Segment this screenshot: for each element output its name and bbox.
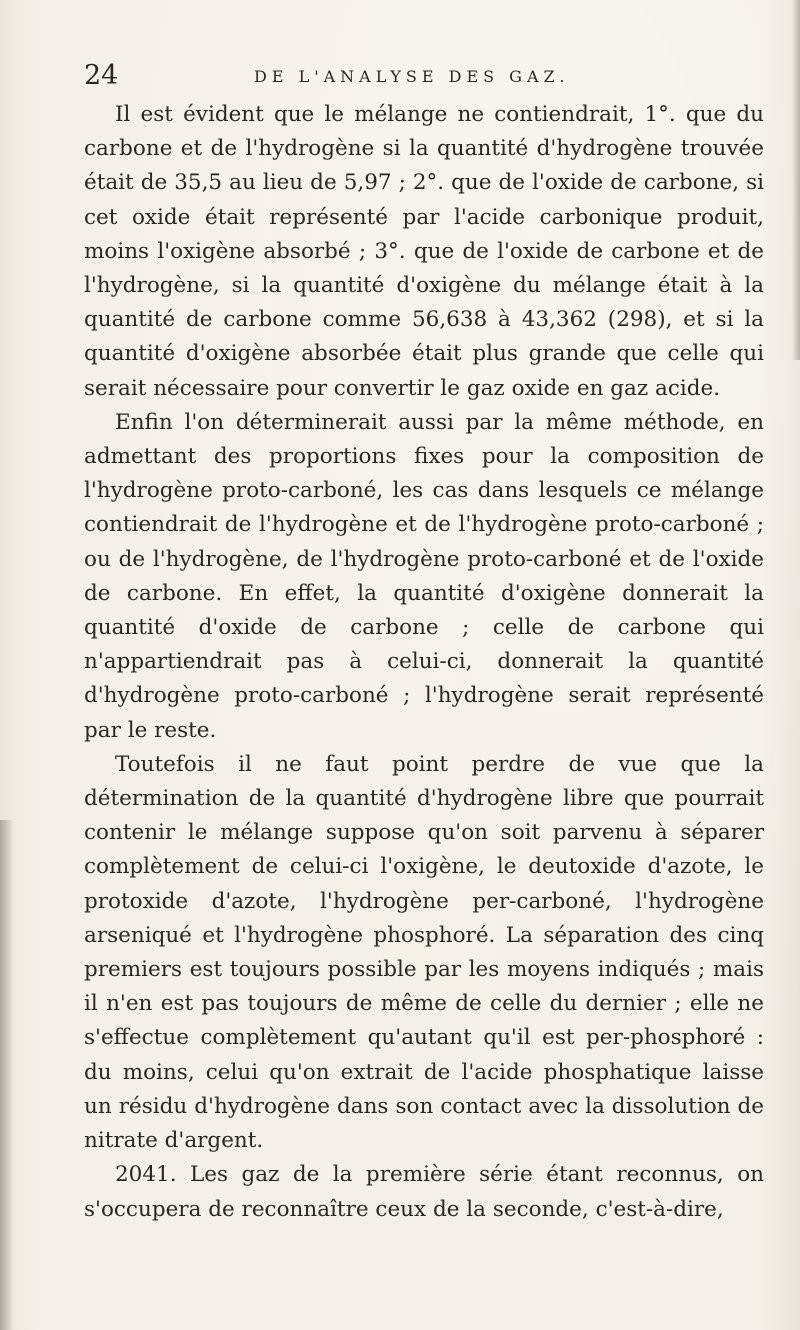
page-binding-shadow	[0, 820, 14, 1330]
body-text	[84, 98, 764, 1227]
page-number: 24	[84, 60, 119, 91]
paragraph: Toutefois il ne faut point perdre de vue que la détermination de la quantité d'hydrogène libre que pourrait contenir le mélange suppose qu'on soit parvenu à séparer complètement de celui-ci l'oxigène, le deutoxide d'azote, le protoxide d'azote, l'hydrogène per-carboné, l'hydrogène arseniqué et l'hydrogène phosphoré. La séparation des cinq premiers est toujours possible par les moyens indiqués ; mais il n'en est pas toujours de même de celle du dernier ; elle ne s'effectue complètement qu'autant qu'il est per-phosphoré : du moins, celui qu'on extrait de l'acide phosphatique laisse un résidu d'hydrogène dans son contact avec la dissolution de nitrate d'argent.	[84, 751, 764, 1154]
running-title: DE L'ANALYSE DES GAZ.	[254, 67, 570, 86]
page-header	[84, 60, 744, 100]
paragraph: 2041. Les gaz de la première série étant reconnus, on s'occupera de reconnaître ceux de la seconde, c'est-à-dire,	[84, 1162, 764, 1222]
paragraph: Il est évident que le mélange ne contiendrait, 1°. que du carbone et de l'hydrogène si la quantité d'hydrogène trouvée était de 35,5 au lieu de 5,97 ; 2°. que de l'oxide de carbone, si cet oxide était représenté par l'acide carbonique produit, moins l'oxigène absorbé ; 3°. que de l'oxide de carbone et de l'hydrogène, si la quantité d'oxigène du mélange était à la quantité de carbone comme 56,638 à 43,362 (298), et si la quantité d'oxigène absorbée était plus grande que celle qui serait nécessaire pour convertir le gaz oxide en gaz acide.	[84, 102, 764, 401]
page-edge-shadow	[792, 0, 800, 360]
paragraph: Enfin l'on déterminerait aussi par la même méthode, en admettant des proportions fixes pour la composition de l'hydrogène proto-carboné, les cas dans lesquels ce mélange contiendrait de l'hydrogène et de l'hydrogène proto-carboné ; ou de l'hydrogène, de l'hydrogène proto-carboné et de l'oxide de carbone. En effet, la quantité d'oxigène donnerait la quantité d'oxide de carbone ; celle de carbone qui n'appartiendrait pas à celui-ci, donnerait la quantité d'hydrogène proto-carboné ; l'hydrogène serait représenté par le reste.	[84, 409, 764, 743]
